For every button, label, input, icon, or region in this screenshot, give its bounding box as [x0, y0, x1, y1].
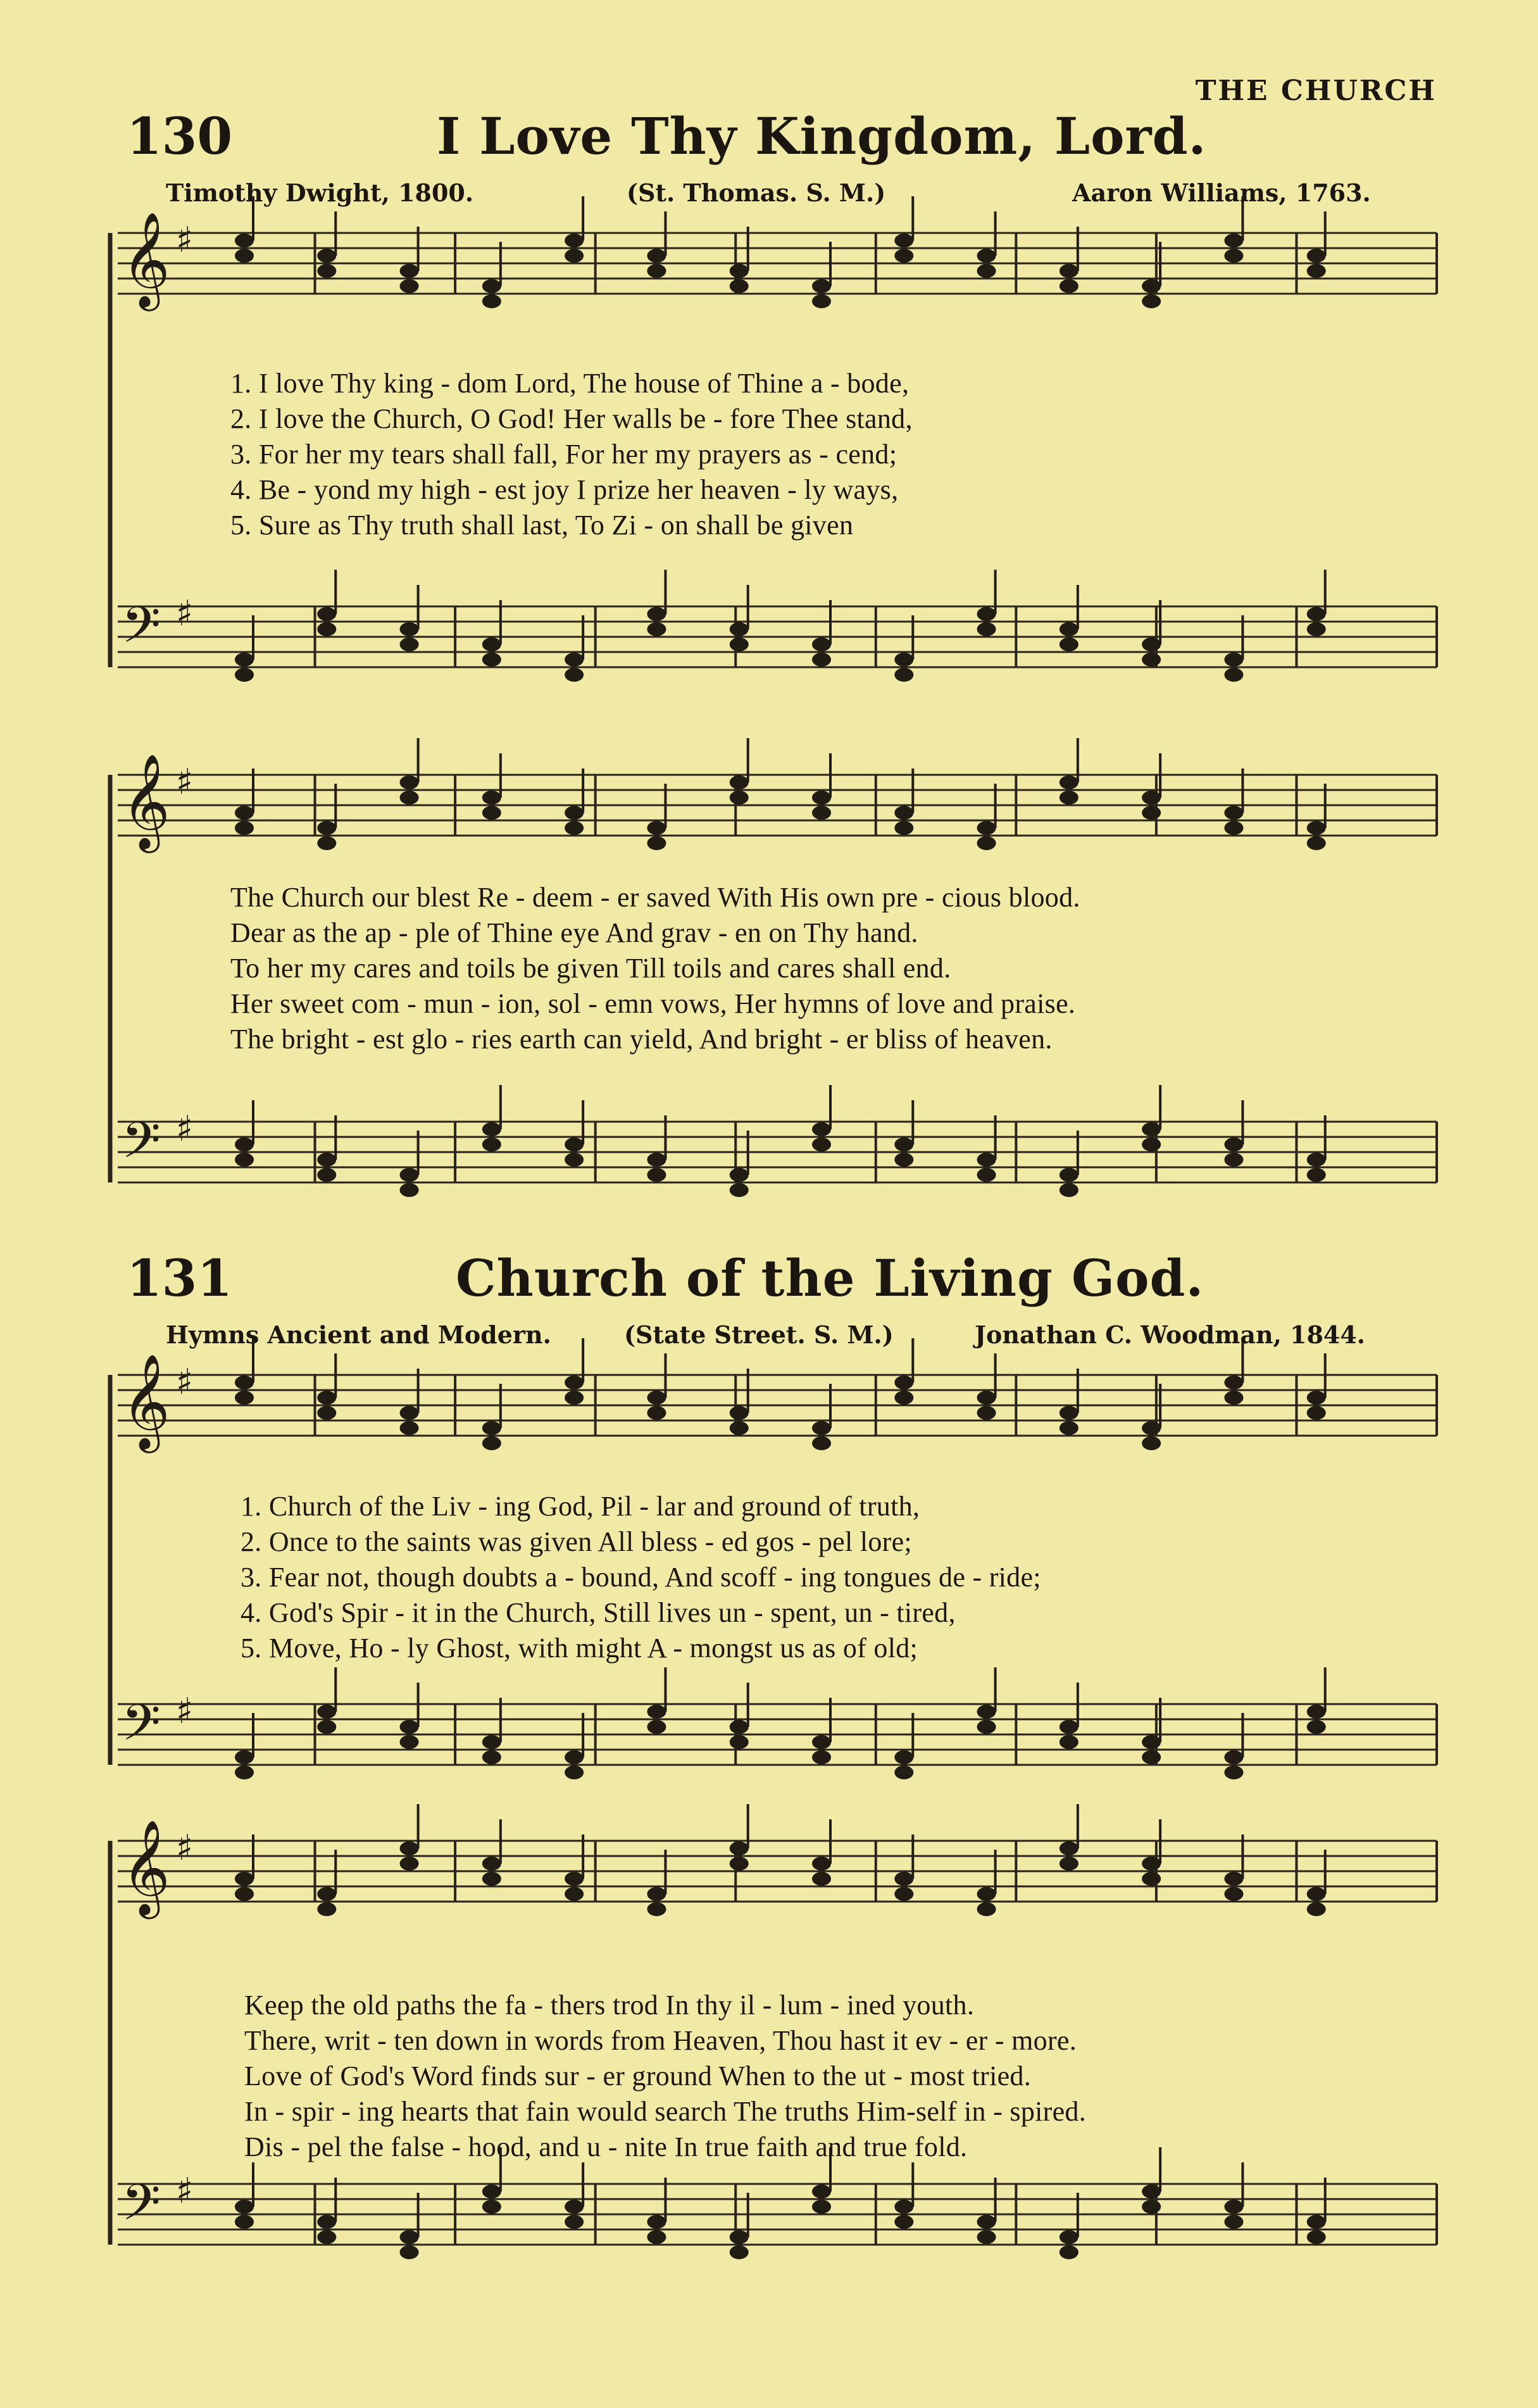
note-head [647, 2215, 666, 2229]
note-head [730, 1841, 749, 1855]
note-head [565, 2200, 584, 2214]
lyric-line: Love of God's Word finds sur - er ground When to the ut - most tried. [244, 2060, 1032, 2091]
sharp-icon: ♯ [176, 1828, 194, 1869]
note-head [812, 1122, 831, 1136]
note-head [317, 1406, 336, 1420]
note-head [317, 1720, 336, 1734]
note-head [1142, 1138, 1161, 1151]
note-head [1142, 653, 1161, 667]
note-head [1224, 1391, 1243, 1405]
note-head [647, 1406, 666, 1420]
note-head [482, 1421, 501, 1435]
note-head [812, 1421, 831, 1435]
note-head [400, 2230, 419, 2244]
note-head [977, 264, 996, 278]
note-head [812, 1735, 831, 1749]
note-head [894, 1872, 913, 1886]
note-head [1224, 249, 1243, 263]
note-head [894, 2215, 913, 2229]
note-head [235, 821, 254, 835]
lyric-line: Dear as the ap - ple of Thine eye And grav - en on Thy hand. [230, 917, 918, 948]
note-head [565, 1750, 584, 1764]
lyric-line: 2. Once to the saints was given All bless - ed gos - pel lore; [241, 1526, 912, 1557]
bass-clef-icon: 𝄢 [122, 1111, 161, 1182]
note-head [482, 1735, 501, 1749]
note-head [482, 1138, 501, 1151]
note-head [400, 1857, 419, 1871]
note-head [565, 1887, 584, 1901]
note-head [730, 775, 749, 789]
treble-clef-icon: 𝄞 [122, 1819, 170, 1915]
hymn-131-title: Church of the Living God. [456, 1248, 1204, 1308]
hymn-131-author: Hymns Ancient and Modern. [166, 1320, 551, 1349]
lyric-line: 5. Move, Ho - ly Ghost, with might A - mongst us as of old; [241, 1633, 918, 1664]
note-head [482, 2185, 501, 2198]
hymn-131-number: 131 [127, 1248, 232, 1308]
note-head [1224, 1153, 1243, 1167]
note-head [730, 2230, 749, 2244]
note-head [894, 1391, 913, 1405]
note-head [647, 264, 666, 278]
lyric-line: Dis - pel the false - hood, and u - nite In true faith and true fold. [244, 2131, 968, 2162]
note-head [1307, 249, 1326, 263]
note-head [1307, 2215, 1326, 2229]
lyric-line: 4. God's Spir - it in the Church, Still lives un - spent, un - tired, [241, 1597, 956, 1628]
treble-clef-icon: 𝄞 [122, 753, 170, 849]
note-head [977, 1720, 996, 1734]
note-head [482, 1436, 501, 1450]
note-head [565, 2215, 584, 2229]
bass-clef-icon: 𝄢 [122, 1693, 161, 1764]
note-head [482, 1122, 501, 1136]
note-head [894, 1887, 913, 1901]
note-head [1224, 806, 1243, 820]
note-head [482, 806, 501, 820]
note-head [730, 1720, 749, 1734]
note-head [647, 1902, 666, 1916]
note-head [647, 2230, 666, 2244]
note-head [647, 1168, 666, 1182]
note-head [730, 1857, 749, 1871]
note-head [565, 806, 584, 820]
note-head [235, 1153, 254, 1167]
note-head [565, 1138, 584, 1151]
note-head [1142, 2200, 1161, 2214]
hymn-130-number: 130 [127, 106, 232, 166]
note-head [1142, 1857, 1161, 1871]
note-head [730, 791, 749, 805]
note-head [730, 264, 749, 278]
note-head [482, 1872, 501, 1886]
note-head [1224, 234, 1243, 248]
bass-clef-icon: 𝄢 [122, 596, 161, 667]
note-head [812, 653, 831, 667]
note-head [1060, 1857, 1078, 1871]
sharp-icon: ♯ [176, 1362, 194, 1403]
hymn-131-tune: (State Street. S. M.) [624, 1320, 894, 1349]
note-head [565, 249, 584, 263]
note-head [647, 249, 666, 263]
note-head [647, 622, 666, 636]
note-head [647, 1153, 666, 1167]
note-head [1142, 1872, 1161, 1886]
note-head [894, 806, 913, 820]
note-head [812, 2200, 831, 2214]
lyric-line: 2. I love the Church, O God! Her walls be - fore Thee stand, [230, 403, 913, 434]
note-head [894, 1138, 913, 1151]
note-head [1060, 637, 1078, 651]
note-head [565, 1765, 584, 1779]
note-head [977, 1391, 996, 1405]
note-head [482, 2200, 501, 2214]
note-head [1224, 1887, 1243, 1901]
note-head [812, 1857, 831, 1871]
note-head [894, 1750, 913, 1764]
note-head [1224, 653, 1243, 667]
lyric-line: 3. Fear not, though doubts a - bound, And scoff - ing tongues de - ride; [241, 1562, 1041, 1593]
note-head [400, 279, 419, 293]
note-head [317, 836, 336, 850]
note-head [977, 622, 996, 636]
note-head [317, 622, 336, 636]
note-head [1142, 1122, 1161, 1136]
note-head [1307, 836, 1326, 850]
note-head [730, 622, 749, 636]
note-head [482, 791, 501, 805]
note-head [400, 1841, 419, 1855]
note-head [1060, 2230, 1078, 2244]
note-head [235, 1391, 254, 1405]
note-head [235, 1872, 254, 1886]
lyric-line: In - spir - ing hearts that fain would search The truths Him-self in - spired. [244, 2096, 1087, 2127]
sharp-icon: ♯ [176, 593, 194, 634]
note-head [235, 1376, 254, 1389]
note-head [1224, 1872, 1243, 1886]
note-head [317, 249, 336, 263]
note-head [1142, 1436, 1161, 1450]
note-head [317, 1902, 336, 1916]
note-head [812, 294, 831, 308]
note-head [1060, 1406, 1078, 1420]
note-head [482, 653, 501, 667]
sharp-icon: ♯ [176, 762, 194, 803]
note-head [1307, 1720, 1326, 1734]
note-head [1060, 279, 1078, 293]
note-head [894, 1765, 913, 1779]
note-head [565, 821, 584, 835]
note-head [317, 1887, 336, 1901]
section-label: THE CHURCH [1195, 75, 1437, 107]
note-head [317, 821, 336, 835]
note-head [894, 668, 913, 682]
lyric-line: 1. Church of the Liv - ing God, Pil - lar and ground of truth, [241, 1491, 920, 1522]
note-head [1142, 637, 1161, 651]
note-head [1224, 1750, 1243, 1764]
note-head [1224, 1765, 1243, 1779]
note-head [1060, 1841, 1078, 1855]
note-head [1060, 1735, 1078, 1749]
note-head [1060, 1421, 1078, 1435]
note-head [977, 1406, 996, 1420]
note-head [812, 1872, 831, 1886]
sharp-icon: ♯ [176, 1108, 194, 1150]
note-head [647, 836, 666, 850]
note-head [1224, 821, 1243, 835]
note-head [235, 1887, 254, 1901]
lyric-line: The bright - est glo - ries earth can yield, And bright - er bliss of heaven. [230, 1024, 1053, 1055]
note-head [317, 1168, 336, 1182]
lyric-line: 1. I love Thy king - dom Lord, The house of Thine a - bode, [230, 368, 910, 399]
note-head [1307, 1153, 1326, 1167]
note-head [317, 607, 336, 621]
note-head [647, 1887, 666, 1901]
lyric-line: 5. Sure as Thy truth shall last, To Zi - on shall be given [230, 510, 854, 541]
note-head [1224, 1376, 1243, 1389]
note-head [977, 2215, 996, 2229]
note-head [1307, 2230, 1326, 2244]
note-head [812, 637, 831, 651]
note-head [400, 1421, 419, 1435]
hymn-130-composer: Aaron Williams, 1763. [1072, 179, 1371, 207]
note-head [647, 1720, 666, 1734]
note-head [235, 1765, 254, 1779]
note-head [1142, 791, 1161, 805]
note-head [977, 1168, 996, 1182]
note-head [1307, 607, 1326, 621]
note-head [647, 821, 666, 835]
note-head [400, 1406, 419, 1420]
note-head [812, 1138, 831, 1151]
note-head [400, 1735, 419, 1749]
note-head [894, 821, 913, 835]
note-head [977, 1887, 996, 1901]
note-head [1142, 1735, 1161, 1749]
note-head [1224, 1138, 1243, 1151]
note-head [565, 234, 584, 248]
note-head [1224, 668, 1243, 682]
note-head [894, 2200, 913, 2214]
note-head [894, 249, 913, 263]
note-head [235, 2215, 254, 2229]
note-head [1142, 2185, 1161, 2198]
note-head [565, 1872, 584, 1886]
note-head [647, 607, 666, 621]
note-head [400, 775, 419, 789]
note-head [977, 1705, 996, 1719]
note-head [1307, 1902, 1326, 1916]
note-head [317, 2215, 336, 2229]
note-head [894, 1376, 913, 1389]
note-head [400, 622, 419, 636]
note-head [1060, 264, 1078, 278]
lyric-line: Her sweet com - mun - ion, sol - emn vows, Her hymns of love and praise. [230, 988, 1076, 1019]
sharp-icon: ♯ [176, 1691, 194, 1732]
note-head [1060, 791, 1078, 805]
note-head [317, 2230, 336, 2244]
note-head [977, 607, 996, 621]
note-head [400, 264, 419, 278]
note-head [977, 2230, 996, 2244]
note-head [647, 1705, 666, 1719]
sharp-icon: ♯ [176, 2171, 194, 2212]
bass-clef-icon: 𝄢 [122, 2173, 161, 2244]
note-head [1060, 775, 1078, 789]
note-head [400, 1720, 419, 1734]
note-head [482, 1750, 501, 1764]
note-head [730, 1406, 749, 1420]
note-head [400, 637, 419, 651]
note-head [1307, 1168, 1326, 1182]
note-head [235, 1750, 254, 1764]
note-head [1060, 1720, 1078, 1734]
note-head [235, 2200, 254, 2214]
note-head [730, 279, 749, 293]
note-head [1142, 294, 1161, 308]
note-head [317, 1153, 336, 1167]
note-head [812, 279, 831, 293]
note-head [894, 1153, 913, 1167]
hymn-130-tune: (St. Thomas. S. M.) [627, 179, 886, 207]
note-head [1142, 279, 1161, 293]
note-head [977, 249, 996, 263]
hymn-131-lyrics-a [241, 1489, 1041, 1666]
lyric-line: There, writ - ten down in words from Heaven, Thou hast it ev - er - more. [244, 2025, 1077, 2056]
note-head [400, 1183, 419, 1197]
note-head [1307, 1406, 1326, 1420]
note-head [812, 806, 831, 820]
lyric-line: The Church our blest Re - deem - er saved With His own pre - cious blood. [230, 882, 1080, 913]
note-head [235, 806, 254, 820]
note-head [1224, 2215, 1243, 2229]
note-head [235, 234, 254, 248]
note-head [730, 1183, 749, 1197]
note-head [894, 653, 913, 667]
note-head [1142, 1750, 1161, 1764]
note-head [1060, 1183, 1078, 1197]
note-head [1307, 622, 1326, 636]
note-head [400, 1168, 419, 1182]
note-head [977, 1153, 996, 1167]
note-head [1307, 1391, 1326, 1405]
hymn-130-author: Timothy Dwight, 1800. [166, 179, 474, 207]
note-head [482, 637, 501, 651]
note-head [977, 836, 996, 850]
note-head [1060, 2245, 1078, 2259]
note-head [235, 249, 254, 263]
note-head [565, 1391, 584, 1405]
note-head [565, 653, 584, 667]
treble-clef-icon: 𝄞 [122, 1353, 170, 1449]
note-head [730, 1735, 749, 1749]
lyric-line: To her my cares and toils be given Till toils and cares shall end. [230, 953, 951, 984]
note-head [482, 279, 501, 293]
note-head [400, 791, 419, 805]
note-head [1307, 1887, 1326, 1901]
note-head [812, 1750, 831, 1764]
note-head [730, 637, 749, 651]
note-head [812, 1436, 831, 1450]
note-head [235, 668, 254, 682]
hymn-130-title: I Love Thy Kingdom, Lord. [437, 106, 1207, 166]
note-head [730, 1421, 749, 1435]
note-head [812, 791, 831, 805]
note-head [565, 1153, 584, 1167]
lyric-line: 3. For her my tears shall fall, For her my prayers as - cend; [230, 439, 897, 470]
note-head [1060, 622, 1078, 636]
note-head [1142, 806, 1161, 820]
note-head [1307, 821, 1326, 835]
note-head [1142, 1421, 1161, 1435]
note-head [235, 653, 254, 667]
sharp-icon: ♯ [176, 220, 194, 261]
hymn-131-lyrics-b [244, 1988, 1086, 2165]
treble-clef-icon: 𝄞 [122, 211, 170, 307]
hymn-130-lyrics-a [230, 366, 913, 543]
note-head [1224, 2200, 1243, 2214]
note-head [317, 1391, 336, 1405]
lyric-line: Keep the old paths the fa - thers trod In thy il - lum - ined youth. [244, 1990, 975, 2021]
note-head [235, 1138, 254, 1151]
note-head [812, 2185, 831, 2198]
lyric-line: 4. Be - yond my high - est joy I prize her heaven - ly ways, [230, 474, 899, 505]
note-head [977, 1902, 996, 1916]
note-head [317, 264, 336, 278]
hymn-131-composer: Jonathan C. Woodman, 1844. [975, 1320, 1366, 1349]
note-head [400, 2245, 419, 2259]
note-head [647, 1391, 666, 1405]
note-head [565, 1376, 584, 1389]
note-head [977, 821, 996, 835]
note-head [1060, 1168, 1078, 1182]
note-head [894, 234, 913, 248]
note-head [730, 2245, 749, 2259]
note-head [482, 1857, 501, 1871]
note-head [565, 668, 584, 682]
note-head [317, 1705, 336, 1719]
note-head [1307, 1705, 1326, 1719]
hymn-130-lyrics-b [230, 880, 1080, 1057]
note-head [730, 1168, 749, 1182]
note-head [482, 294, 501, 308]
note-head [1307, 264, 1326, 278]
